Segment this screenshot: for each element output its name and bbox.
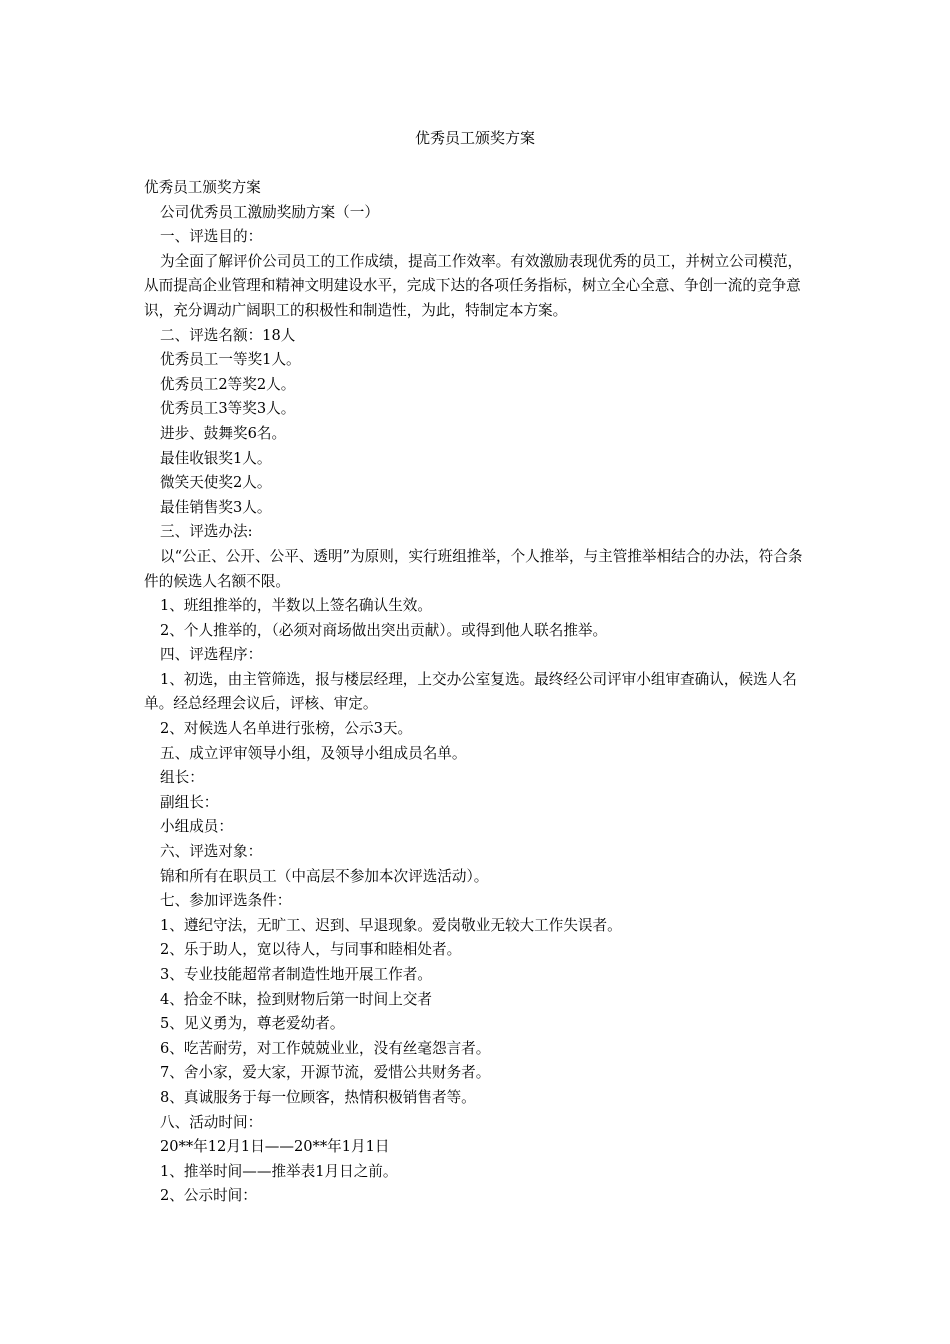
list-item: 优秀员工3等奖3人。 <box>160 400 296 418</box>
list-item: 小组成员： <box>160 818 233 836</box>
list-item: 6、吃苦耐劳，对工作兢兢业业，没有丝毫怨言者。 <box>160 1039 491 1057</box>
document-title: 优秀员工颁奖方案 <box>414 129 535 147</box>
section-heading: 二、评选名额：18人 <box>160 326 296 344</box>
list-item: 3、专业技能超常者制造性地开展工作者。 <box>160 966 432 983</box>
list-item: 副组长： <box>160 793 219 811</box>
paragraph: 锦和所有在职员工（中高层不参加本次评选活动）。 <box>160 867 489 885</box>
list-item: 1、遵纪守法，无旷工、迟到、早退现象。爱岗敬业无较大工作失误者。 <box>160 916 622 934</box>
list-item: 5、见义勇为，尊老爱幼者。 <box>160 1015 345 1033</box>
paragraph: 优秀员工颁奖方案 <box>144 179 261 196</box>
paragraph: 公司优秀员工激励奖励方案（一） <box>160 203 379 221</box>
date-range: 20**年12月1日——20**年1月1日 <box>160 1138 390 1156</box>
section-heading: 七、参加评选条件： <box>160 892 292 910</box>
list-item: 1、班组推举的，半数以上签名确认生效。 <box>160 597 432 615</box>
section-heading: 八、活动时间： <box>160 1113 263 1131</box>
list-item: 2、个人推举的，（必须对商场做出突出贡献）。或得到他人联名推举。 <box>160 621 608 639</box>
document-body <box>144 176 808 1209</box>
section-heading: 六、评选对象： <box>160 843 263 861</box>
section-heading: 五、成立评审领导小组，及领导小组成员名单。 <box>160 744 467 762</box>
list-item: 最佳收银奖1人。 <box>160 449 272 467</box>
list-item: 4、拾金不昧，捡到财物后第一时间上交者 <box>160 990 432 1008</box>
list-item: 最佳销售奖3人。 <box>160 498 272 516</box>
list-item: 优秀员工2等奖2人。 <box>160 375 296 393</box>
list-item: 2、公示时间： <box>160 1187 257 1205</box>
paragraph: 以“公正、公开、公平、透明”为原则，实行班组推举，个人推举，与主管推举相结合的办法，符合条件的候选人名额不限。 <box>144 547 803 590</box>
list-item: 2、乐于助人，宽以待人，与同事和睦相处者。 <box>160 941 462 959</box>
section-heading: 三、评选办法: <box>160 523 253 541</box>
list-item: 组长： <box>160 769 204 787</box>
list-item: 优秀员工一等奖1人。 <box>160 351 301 369</box>
section-heading: 一、评选目的： <box>160 228 263 246</box>
section-heading: 四、评选程序： <box>160 646 263 664</box>
list-item: 1、推举时间——推举表1月日之前。 <box>160 1162 398 1180</box>
list-item: 1、初选，由主管筛选，报与楼层经理，上交办公室复选。最终经公司评审小组审查确认，候选人名单。经总经理会议后，评核、审定。 <box>144 670 797 713</box>
list-item: 2、对候选人名单进行张榜，公示3天。 <box>160 720 413 738</box>
list-item: 8、真诚服务于每一位顾客，热情积极销售者等。 <box>160 1088 476 1106</box>
list-item: 进步、鼓舞奖6名。 <box>160 424 287 442</box>
list-item: 7、舍小家，爱大家，开源节流，爱惜公共财务者。 <box>160 1064 491 1082</box>
paragraph: 为全面了解评价公司员工的工作成绩，提高工作效率。有效激励表现优秀的员工，并树立公司模范，从而提高企业管理和精神文明建设水平，完成下达的各项任务指标，树立全心全意、争创一流的竞争意识，充分调动广阔职工的积极性和制造性，为此，特制定本方案。 <box>144 252 803 319</box>
list-item: 微笑天使奖2人。 <box>160 474 272 492</box>
